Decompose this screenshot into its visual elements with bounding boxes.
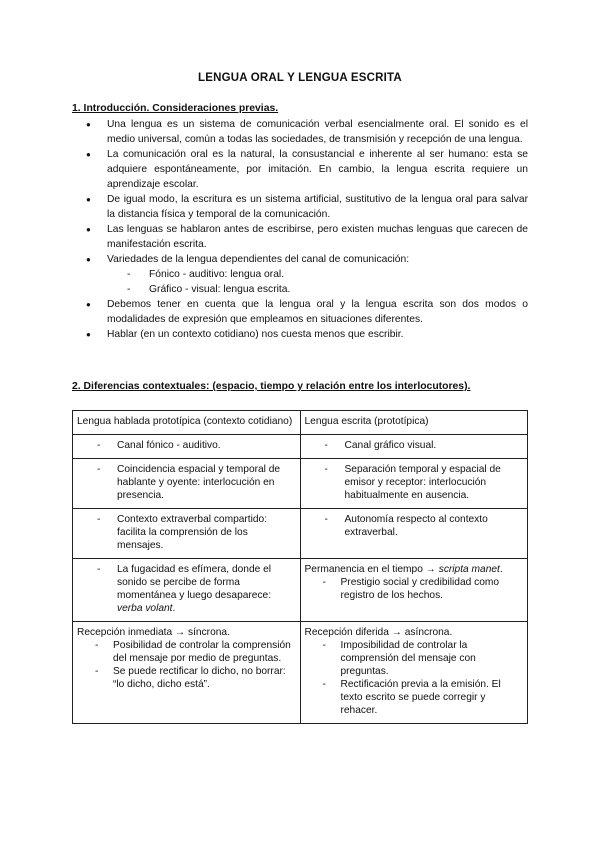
cell-item: - Posibilidad de controlar la comprensión del mensaje por medio de preguntas.	[77, 639, 296, 665]
header-cell-spoken: Lengua hablada prototípica (contexto cotidiano)	[73, 411, 301, 435]
cell-item: - Se puede rectificar lo dicho, no borrar: “lo dicho, dicho está”.	[77, 665, 296, 691]
cell-item: - Contexto extraverbal compartido: facilita la comprensión de los mensajes.	[77, 513, 296, 552]
bullet-item: ● La comunicación oral es la natural, la consustancial e inherente al ser humano: esta se adquiere espontáneamente, por imitación. En cambio, la lengua escrita requiere un aprendizaje escolar.	[72, 147, 528, 192]
table-cell	[73, 559, 301, 622]
bullet-item: ● De igual modo, la escritura es un sistema artificial, sustitutivo de la lengua oral para salvar la distancia física y temporal de la comunicación.	[72, 192, 528, 222]
varieties-sublist	[107, 267, 528, 297]
cell-item: - Imposibilidad de controlar la comprensión del mensaje con preguntas.	[305, 639, 524, 678]
cell-item: - Canal fónico - auditivo.	[77, 439, 296, 452]
bullet-item-varieties	[72, 252, 528, 297]
cell-item	[77, 563, 296, 615]
table-cell	[73, 459, 301, 509]
cell-lead: Recepción inmediata → síncrona.	[77, 627, 230, 638]
bullet-text: Variedades de la lengua dependientes del canal de comunicación:	[107, 254, 410, 265]
table-cell	[73, 435, 301, 459]
table-row	[73, 459, 528, 509]
intro-bullet-list	[72, 117, 528, 342]
bullet-item: ● Las lenguas se hablaron antes de escribirse, pero existen muchas lenguas que carecen de manifestación escrita.	[72, 222, 528, 252]
cell-item: - Rectificación previa a la emisión. El texto escrito se puede corregir y rehacer.	[305, 678, 524, 717]
table-cell	[300, 459, 528, 509]
sub-item: - Fónico - auditivo: lengua oral.	[107, 267, 528, 282]
table-cell	[300, 509, 528, 559]
document-title: LENGUA ORAL Y LENGUA ESCRITA	[198, 72, 402, 84]
cell-text: Permanencia en el tiempo →	[304, 564, 439, 575]
bullet-item: ● Una lengua es un sistema de comunicación verbal esencialmente oral. El sonido es el medio universal, común a todas las sociedades, de transmisión y recepción de una lengua.	[72, 117, 528, 147]
latin-phrase: verba volant	[117, 603, 173, 614]
cell-item: - Canal gráfico visual.	[305, 439, 524, 452]
section-2-heading: 2. Diferencias contextuales: (espacio, tiempo y relación entre los interlocutores).	[72, 381, 471, 392]
cell-text: .	[172, 603, 176, 614]
cell-item: - Autonomía respecto al contexto extraverbal.	[305, 513, 524, 539]
table-cell	[300, 622, 528, 724]
table-cell	[73, 622, 301, 724]
cell-item: - Coincidencia espacial y temporal de hablante y oyente: interlocución en presencia.	[77, 463, 296, 502]
section-1-heading: 1. Introducción. Consideraciones previas.	[72, 103, 279, 114]
table-row	[73, 435, 528, 459]
cell-lead: Recepción diferida → asíncrona.	[304, 627, 453, 638]
table-cell	[300, 435, 528, 459]
latin-phrase: scripta manet	[438, 564, 500, 575]
cell-lead	[305, 563, 524, 576]
table-cell	[300, 559, 528, 622]
table-row	[73, 559, 528, 622]
cell-text: La fugacidad es efímera, donde el sonido se percibe de forma momentánea y luego desaparece:	[117, 564, 272, 601]
table-row	[73, 509, 528, 559]
bullet-item: ● Hablar (en un contexto cotidiano) nos cuesta menos que escribir.	[72, 327, 528, 342]
header-cell-written: Lengua escrita (prototípica)	[300, 411, 528, 435]
comparison-table	[72, 410, 528, 724]
table-row	[73, 411, 528, 435]
cell-item: - Separación temporal y espacial de emisor y receptor: interlocución habitualmente en ausencia.	[305, 463, 524, 502]
cell-text: .	[499, 564, 503, 575]
sub-item: - Gráfico - visual: lengua escrita.	[107, 282, 528, 297]
bullet-item: ● Debemos tener en cuenta que la lengua oral y la lengua escrita son dos modos o modalidades de expresión que empleamos en situaciones diferentes.	[72, 297, 528, 327]
table-row	[73, 622, 528, 724]
cell-item: - Prestigio social y credibilidad como registro de los hechos.	[305, 576, 524, 602]
table-cell	[73, 509, 301, 559]
